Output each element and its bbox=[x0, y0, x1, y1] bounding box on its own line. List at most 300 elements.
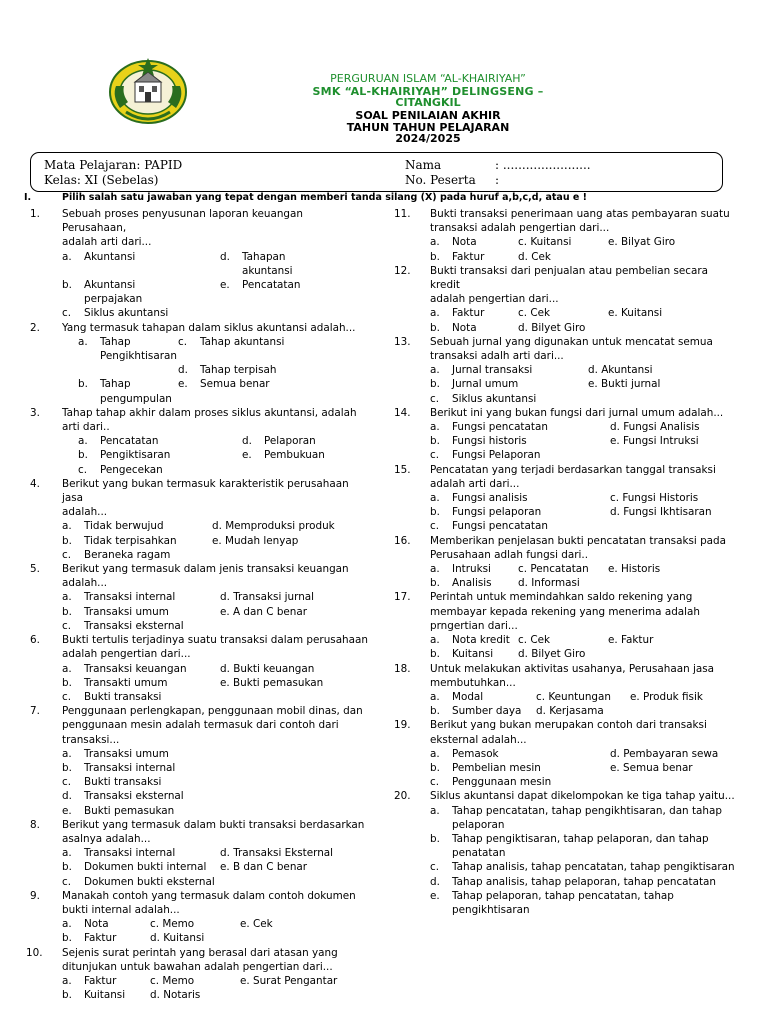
answer-option[interactable] bbox=[62, 747, 370, 761]
answer-option[interactable] bbox=[78, 377, 178, 405]
answer-option[interactable] bbox=[610, 491, 738, 505]
answer-option[interactable] bbox=[78, 434, 242, 448]
option-text: Pencatatan bbox=[242, 279, 301, 292]
question-item bbox=[30, 562, 370, 633]
answer-option[interactable] bbox=[430, 306, 518, 320]
answer-option[interactable] bbox=[78, 448, 242, 462]
option-letter: a. bbox=[430, 236, 440, 249]
answer-options bbox=[62, 917, 370, 945]
answer-option[interactable] bbox=[610, 505, 738, 519]
option-letter: e. bbox=[220, 279, 230, 292]
answer-option[interactable] bbox=[62, 619, 220, 633]
answer-option[interactable] bbox=[62, 775, 370, 789]
option-text: Sumber daya bbox=[452, 705, 522, 718]
answer-options bbox=[430, 804, 738, 918]
option-letter: c. bbox=[178, 335, 188, 348]
option-letter: b. bbox=[430, 577, 440, 590]
option-letter: b. bbox=[62, 761, 72, 774]
option-text: Tahap analisis, tahap pencatatan, tahap pengiktisaran bbox=[452, 861, 735, 874]
answer-options bbox=[62, 974, 370, 1002]
option-text: d. Fungsi Analisis bbox=[610, 421, 700, 434]
option-text: Transaksi keuangan bbox=[84, 662, 187, 675]
answer-option[interactable] bbox=[220, 662, 370, 676]
option-text: d. Bilyet Giro bbox=[518, 648, 586, 661]
question-stem: Perintah untuk memindahkan saldo rekening yang membayar kepada rekening yang menerima adalah prngertian dari... bbox=[430, 591, 701, 632]
option-text: c. Fungsi Historis bbox=[610, 492, 699, 505]
answer-option[interactable] bbox=[62, 676, 220, 690]
option-text: Tidak terpisahkan bbox=[84, 534, 177, 547]
question-stem: Sebuah proses penyusunan laporan keuangan Perusahaan, adalah arti dari... bbox=[62, 208, 303, 249]
answer-options bbox=[62, 662, 370, 705]
question-stem: Berikut yang termasuk dalam bukti transaksi berdasarkan asalnya adalah... bbox=[62, 818, 365, 845]
option-letter: a. bbox=[62, 662, 72, 675]
option-text: Nota kredit bbox=[452, 634, 510, 647]
question-item bbox=[394, 463, 738, 534]
option-text: Tahap pengumpulan bbox=[100, 378, 172, 405]
option-letter: b. bbox=[62, 605, 72, 618]
academic-year: 2024/2025 bbox=[395, 132, 461, 145]
option-spacer bbox=[78, 363, 178, 377]
answer-option[interactable] bbox=[430, 491, 610, 505]
option-letter: d. bbox=[62, 790, 72, 803]
option-text: d. Memproduksi produk bbox=[212, 520, 335, 533]
name-field[interactable]: : ....................... bbox=[495, 158, 591, 172]
question-item bbox=[394, 534, 738, 591]
answer-option[interactable] bbox=[430, 235, 518, 249]
option-text: e. Bilyat Giro bbox=[608, 236, 676, 249]
answer-option[interactable] bbox=[430, 633, 518, 647]
option-letter: c. bbox=[62, 875, 72, 888]
option-letter: a. bbox=[430, 634, 440, 647]
answer-option[interactable] bbox=[518, 250, 608, 264]
option-letter: c. bbox=[430, 520, 440, 533]
option-letter: a. bbox=[62, 591, 72, 604]
answer-options bbox=[430, 306, 738, 334]
answer-option[interactable] bbox=[430, 804, 738, 832]
answer-option[interactable] bbox=[62, 605, 220, 619]
option-letter: b. bbox=[430, 705, 440, 718]
option-letter: c. bbox=[62, 307, 72, 320]
question-number: 5. bbox=[30, 563, 40, 576]
question-item bbox=[30, 207, 370, 321]
option-letter: e. bbox=[430, 889, 440, 902]
option-text: Modal bbox=[452, 690, 484, 703]
question-stem: Tahap tahap akhir dalam proses siklus akuntansi, adalah arti dari.. bbox=[62, 406, 357, 434]
answer-option[interactable] bbox=[62, 690, 220, 704]
option-letter: b. bbox=[78, 378, 88, 391]
option-letter: a. bbox=[430, 690, 440, 703]
participant-number-label: No. Peserta bbox=[405, 173, 476, 187]
answer-option[interactable] bbox=[62, 590, 220, 604]
question-number: 1. bbox=[30, 208, 40, 220]
option-text: Transaksi internal bbox=[84, 591, 176, 604]
option-letter: a. bbox=[430, 563, 440, 576]
question-stem: Berikut ini yang bukan fungsi dari jurnal umum adalah... bbox=[430, 406, 724, 419]
answer-option[interactable] bbox=[518, 321, 608, 335]
question-item bbox=[30, 406, 370, 477]
option-text: Pengiktisaran bbox=[100, 449, 171, 462]
option-letter: d. bbox=[242, 435, 252, 448]
option-letter: b. bbox=[430, 761, 440, 774]
answer-option[interactable] bbox=[62, 804, 370, 818]
option-spacer bbox=[630, 704, 738, 718]
answer-option[interactable] bbox=[62, 789, 370, 803]
question-number: 6. bbox=[30, 634, 40, 647]
answer-option[interactable] bbox=[430, 747, 610, 761]
answer-option[interactable] bbox=[150, 974, 240, 988]
option-text: e. Surat Pengantar bbox=[240, 974, 338, 987]
option-letter: c. bbox=[430, 861, 440, 874]
option-text: d. Informasi bbox=[518, 577, 580, 590]
option-letter: c. bbox=[62, 548, 72, 561]
answer-option[interactable] bbox=[430, 420, 610, 434]
answer-option[interactable] bbox=[518, 235, 608, 249]
answer-option[interactable] bbox=[430, 889, 738, 917]
option-text: Transaksi internal bbox=[84, 847, 176, 860]
answer-option[interactable] bbox=[62, 846, 220, 860]
question-stem: Sejenis surat perintah yang berasal dari atasan yang ditunjukan untuk bawahan adalah pengertian dari... bbox=[62, 946, 338, 973]
option-text: Dokumen bukti internal bbox=[84, 861, 207, 874]
answer-option[interactable] bbox=[608, 235, 738, 249]
answer-option[interactable] bbox=[178, 377, 290, 405]
academic-year-label: TAHUN TAHUN PELAJARAN bbox=[346, 121, 510, 134]
option-text: Siklus akuntansi bbox=[452, 392, 537, 405]
option-letter: c. bbox=[62, 776, 72, 789]
answer-options bbox=[430, 235, 738, 263]
answer-option[interactable] bbox=[430, 860, 738, 874]
answer-option[interactable] bbox=[150, 988, 240, 1002]
answer-option[interactable] bbox=[212, 534, 370, 548]
school-logo bbox=[108, 56, 188, 126]
answer-option[interactable] bbox=[62, 860, 220, 874]
option-letter: c. bbox=[430, 392, 440, 405]
answer-option[interactable] bbox=[62, 917, 150, 931]
option-text: Transaksi internal bbox=[84, 761, 176, 774]
answer-option[interactable] bbox=[430, 775, 610, 789]
answer-options bbox=[62, 434, 370, 477]
question-item bbox=[30, 477, 370, 562]
option-text: Nota bbox=[452, 321, 477, 334]
answer-option[interactable] bbox=[150, 931, 240, 945]
answer-option[interactable] bbox=[242, 448, 370, 462]
answer-option[interactable] bbox=[610, 761, 738, 775]
question-item bbox=[394, 207, 738, 264]
option-text: Tahap terpisah bbox=[200, 364, 277, 377]
option-text: Analisis bbox=[452, 577, 492, 590]
answer-option[interactable] bbox=[430, 875, 738, 889]
option-text: e. Bukti jurnal bbox=[588, 378, 661, 391]
option-text: e. Mudah lenyap bbox=[212, 534, 299, 547]
option-text: d. Akuntansi bbox=[588, 364, 653, 377]
option-letter: a. bbox=[430, 421, 440, 434]
option-letter: e. bbox=[178, 378, 188, 391]
answer-option[interactable] bbox=[518, 576, 608, 590]
option-letter: b. bbox=[78, 449, 88, 462]
option-text: e. Produk fisik bbox=[630, 690, 703, 703]
option-text: Faktur bbox=[84, 974, 117, 987]
option-text: Semua benar bbox=[200, 378, 270, 391]
question-stem: Bukti tertulis terjadinya suatu transaksi dalam perusahaan adalah pengertian dari... bbox=[62, 634, 368, 661]
question-item bbox=[394, 264, 738, 335]
option-text: Intruksi bbox=[452, 563, 491, 576]
answer-options bbox=[430, 747, 738, 790]
answer-option[interactable] bbox=[220, 590, 370, 604]
question-number: 3. bbox=[30, 406, 40, 419]
answer-option[interactable] bbox=[430, 363, 588, 377]
option-text: Akuntansi bbox=[84, 250, 136, 263]
option-text: c. Memo bbox=[150, 974, 195, 987]
option-text: Tahap Pengikhtisaran bbox=[100, 335, 177, 363]
answer-option[interactable] bbox=[242, 434, 370, 448]
question-stem: Penggunaan perlengkapan, penggunaan mobil dinas, dan penggunaan mesin adalah termasuk dari contoh dari transaksi... bbox=[62, 705, 363, 746]
answer-option[interactable] bbox=[610, 420, 738, 434]
option-text: e. B dan C benar bbox=[220, 861, 308, 874]
answer-option[interactable] bbox=[610, 747, 738, 761]
answer-option[interactable] bbox=[430, 690, 536, 704]
answer-option[interactable] bbox=[78, 335, 178, 363]
answer-option[interactable] bbox=[62, 519, 212, 533]
answer-option[interactable] bbox=[518, 562, 608, 576]
subject-label: Mata Pelajaran: PAPID bbox=[44, 158, 183, 172]
option-letter: c. bbox=[62, 690, 72, 703]
question-stem: Bukti transaksi penerimaan uang atas pembayaran suatu transaksi adalah pengertian dari... bbox=[430, 208, 730, 235]
answer-option[interactable] bbox=[630, 690, 738, 704]
question-number: 20. bbox=[394, 790, 411, 803]
answer-option[interactable] bbox=[518, 306, 608, 320]
option-text: d. Cek bbox=[518, 250, 551, 263]
answer-option[interactable] bbox=[430, 392, 588, 406]
option-text: e. Bukti pemasukan bbox=[220, 676, 324, 689]
option-text: d. Notaris bbox=[150, 989, 201, 1002]
question-item bbox=[394, 406, 738, 463]
question-stem: Untuk melakukan aktivitas usahanya, Perusahaan jasa membutuhkan... bbox=[430, 662, 715, 689]
option-letter: b. bbox=[62, 676, 72, 689]
option-spacer bbox=[240, 988, 370, 1002]
answer-option[interactable] bbox=[536, 690, 630, 704]
option-text: Bukti transaksi bbox=[84, 776, 162, 789]
question-number: 9. bbox=[30, 889, 40, 902]
option-text: Tahap akuntansi bbox=[200, 335, 285, 348]
option-text: Fungsi pelaporan bbox=[452, 506, 542, 519]
option-letter: a. bbox=[78, 335, 88, 348]
question-stem: Siklus akuntansi dapat dikelompokan ke tiga tahap yaitu... bbox=[430, 790, 735, 803]
answer-option[interactable] bbox=[62, 250, 220, 278]
option-text: Tahap pengiktisaran, tahap pelaporan, dan tahap penatatan bbox=[452, 832, 709, 860]
answer-option[interactable] bbox=[150, 917, 240, 931]
answer-option[interactable] bbox=[62, 662, 220, 676]
class-label: Kelas: XI (Sebelas) bbox=[44, 173, 159, 187]
answer-option[interactable] bbox=[220, 605, 370, 619]
option-text: d. Bilyet Giro bbox=[518, 321, 586, 334]
option-text: Transaksi eksternal bbox=[84, 619, 184, 632]
answer-option[interactable] bbox=[240, 974, 370, 988]
answer-options bbox=[430, 420, 738, 463]
answer-option[interactable] bbox=[536, 704, 630, 718]
question-number: 11. bbox=[394, 208, 411, 220]
option-text: Penggunaan mesin bbox=[452, 776, 552, 789]
option-text: d. Pembayaran sewa bbox=[610, 747, 719, 760]
option-letter: e. bbox=[242, 449, 252, 462]
answer-option[interactable] bbox=[610, 434, 738, 448]
option-text: Kuitansi bbox=[84, 989, 126, 1002]
answer-option[interactable] bbox=[430, 434, 610, 448]
option-text: Siklus akuntansi bbox=[84, 307, 169, 320]
question-number: 2. bbox=[30, 321, 40, 334]
answer-option[interactable] bbox=[178, 335, 290, 363]
answer-option[interactable] bbox=[608, 562, 738, 576]
option-letter: a. bbox=[62, 847, 72, 860]
option-text: d. Bukti keuangan bbox=[220, 662, 315, 675]
question-number: 4. bbox=[30, 477, 40, 490]
foundation-name: PERGURUAN ISLAM “AL-KHAIRIYAH” bbox=[330, 72, 526, 85]
answer-option[interactable] bbox=[62, 974, 150, 988]
participant-number-field[interactable]: : bbox=[495, 173, 500, 187]
answer-option[interactable] bbox=[78, 463, 242, 477]
option-letter: b. bbox=[430, 648, 440, 661]
option-letter: c. bbox=[430, 776, 440, 789]
answer-option[interactable] bbox=[220, 846, 370, 860]
answer-option[interactable] bbox=[62, 761, 370, 775]
option-text: Tahapan akuntansi bbox=[242, 250, 293, 277]
answer-option[interactable] bbox=[62, 988, 150, 1002]
option-spacer bbox=[608, 321, 738, 335]
option-letter: a. bbox=[430, 492, 440, 505]
answer-option[interactable] bbox=[62, 534, 212, 548]
question-stem: Yang termasuk tahapan dalam siklus akuntansi adalah... bbox=[62, 321, 356, 334]
answer-option[interactable] bbox=[220, 250, 370, 278]
option-letter: a. bbox=[62, 250, 72, 263]
option-letter: b. bbox=[430, 378, 440, 391]
option-text: Bukti pemasukan bbox=[84, 804, 175, 817]
answer-option[interactable] bbox=[608, 306, 738, 320]
answer-option[interactable] bbox=[178, 363, 290, 377]
option-spacer bbox=[608, 576, 738, 590]
answer-option[interactable] bbox=[608, 633, 738, 647]
answer-option[interactable] bbox=[430, 448, 610, 462]
questions-column-left bbox=[26, 207, 370, 1002]
answer-option[interactable] bbox=[62, 931, 150, 945]
question-stem: Berikut yang termasuk dalam jenis transaksi keuangan adalah... bbox=[62, 563, 349, 590]
question-number: 10. bbox=[26, 946, 43, 959]
answer-option[interactable] bbox=[62, 875, 220, 889]
option-text: Transaksi eksternal bbox=[84, 790, 184, 803]
option-letter: c. bbox=[78, 463, 88, 476]
question-item bbox=[394, 662, 738, 719]
question-item bbox=[394, 718, 738, 789]
option-text: Faktur bbox=[84, 932, 117, 945]
option-letter: a. bbox=[62, 974, 72, 987]
answer-options bbox=[430, 491, 738, 534]
answer-option[interactable] bbox=[430, 647, 518, 661]
answer-option[interactable] bbox=[430, 519, 610, 533]
option-text: c. Keuntungan bbox=[536, 690, 611, 703]
option-text: Transaksi umum bbox=[84, 605, 169, 618]
option-text: Fungsi pencatatan bbox=[452, 421, 548, 434]
option-letter: a. bbox=[430, 747, 440, 760]
answer-option[interactable] bbox=[430, 505, 610, 519]
option-text: Fungsi analisis bbox=[452, 492, 528, 505]
answer-option[interactable] bbox=[518, 633, 608, 647]
answer-option[interactable] bbox=[62, 306, 220, 320]
option-text: Pemasok bbox=[452, 747, 499, 760]
option-text: Transaksi umum bbox=[84, 747, 169, 760]
school-name: SMK “AL-KHAIRIYAH” DELINGSENG – bbox=[312, 85, 544, 98]
answer-option[interactable] bbox=[430, 576, 518, 590]
option-letter: b. bbox=[430, 250, 440, 263]
answer-option[interactable] bbox=[430, 562, 518, 576]
option-text: Fungsi historis bbox=[452, 435, 527, 448]
question-number: 7. bbox=[30, 705, 40, 718]
answer-option[interactable] bbox=[430, 832, 738, 860]
option-text: e. Faktur bbox=[608, 634, 654, 647]
option-text: d. Kuitansi bbox=[150, 932, 205, 945]
option-spacer bbox=[290, 377, 370, 405]
answer-option[interactable] bbox=[240, 917, 370, 931]
option-spacer bbox=[608, 250, 738, 264]
option-text: Tahap pelaporan, tahap pencatatan, tahap pengikhtisaran bbox=[452, 889, 674, 916]
answer-option[interactable] bbox=[220, 676, 370, 690]
question-number: 8. bbox=[30, 818, 40, 831]
question-stem: Bukti transaksi dari penjualan atau pembelian secara kredit adalah pengertian dari... bbox=[430, 264, 709, 306]
option-letter: c. bbox=[430, 449, 440, 462]
answer-option[interactable] bbox=[430, 704, 536, 718]
answer-option[interactable] bbox=[518, 647, 608, 661]
question-item bbox=[26, 946, 370, 1003]
question-number: 14. bbox=[394, 406, 411, 419]
option-text: d. Transaksi Eksternal bbox=[220, 847, 334, 860]
question-item bbox=[30, 889, 370, 946]
answer-options bbox=[62, 335, 370, 406]
answer-option[interactable] bbox=[588, 363, 738, 377]
answer-options bbox=[430, 363, 738, 406]
option-text: c. Pencatatan bbox=[518, 563, 589, 576]
question-item bbox=[30, 321, 370, 406]
option-text: Tahap analisis, tahap pelaporan, tahap pencatatan bbox=[452, 875, 716, 888]
option-letter: d. bbox=[178, 364, 188, 377]
student-identity-box bbox=[30, 152, 723, 192]
answer-option[interactable] bbox=[62, 548, 212, 562]
answer-option[interactable] bbox=[588, 377, 738, 391]
option-letter: a. bbox=[62, 918, 72, 931]
answer-options bbox=[62, 250, 370, 321]
answer-option[interactable] bbox=[430, 321, 518, 335]
question-number: 12. bbox=[394, 264, 411, 277]
option-letter: b. bbox=[430, 506, 440, 519]
school-location: CITANGKIL bbox=[395, 96, 461, 109]
question-item bbox=[394, 789, 738, 917]
answer-option[interactable] bbox=[430, 377, 588, 391]
instruction-text: Pilih salah satu jawaban yang tepat dengan memberi tanda silang (X) pada huruf a,b,c,d, atau e ! bbox=[62, 192, 588, 203]
option-text: Tidak berwujud bbox=[84, 520, 164, 533]
option-text: Jurnal umum bbox=[452, 378, 519, 391]
question-number: 18. bbox=[394, 662, 411, 675]
answer-option[interactable] bbox=[212, 519, 370, 533]
option-letter: b. bbox=[62, 932, 72, 945]
option-text: Fungsi Pelaporan bbox=[452, 449, 541, 462]
option-letter: e. bbox=[62, 804, 72, 817]
answer-options bbox=[62, 846, 370, 889]
answer-option[interactable] bbox=[430, 250, 518, 264]
option-text: d. Transaksi jurnal bbox=[220, 591, 315, 604]
answer-option[interactable] bbox=[220, 278, 370, 306]
answer-option[interactable] bbox=[62, 278, 220, 306]
option-text: e. Fungsi Intruksi bbox=[610, 435, 699, 448]
section-instruction bbox=[24, 192, 587, 203]
option-text: Fungsi pencatatan bbox=[452, 520, 548, 533]
option-text: Kuitansi bbox=[452, 648, 494, 661]
answer-option[interactable] bbox=[220, 860, 370, 874]
answer-option[interactable] bbox=[430, 761, 610, 775]
